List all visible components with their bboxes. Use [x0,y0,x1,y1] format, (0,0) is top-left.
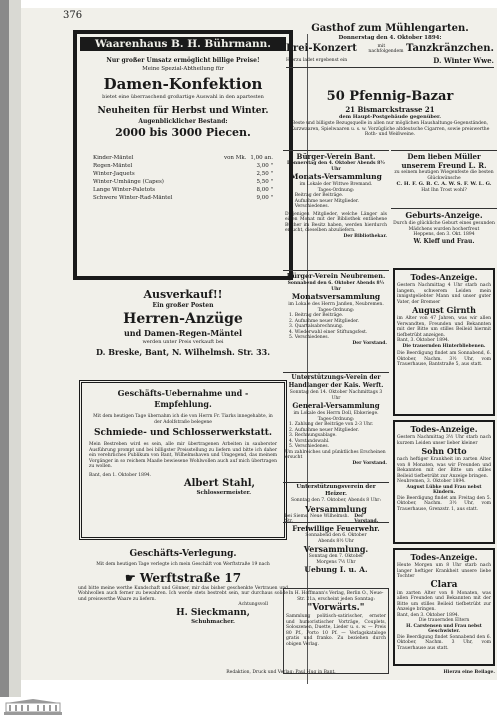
ad-verlegung [73,546,293,672]
scan-edge [0,0,9,697]
price-item: Regen-Mäntel [93,162,133,169]
agenda-item: 4. Wiederwahl einer Stiftungsfest. [289,329,368,335]
ad-todes3-funeral: Die Beerdigung findet Sonnabend den 6. Oktober, Nachm. 3 Uhr, vom Trauerhause aus statt. [397,634,491,651]
price-value: 1,00 an. [250,154,273,161]
ad-todes1-funeral: Die Beerdigung findet am Sonnabend, 6. Oktober, Nachm. 3½ Uhr, vom Trauerhause, Bantstraße 5, aus statt. [397,351,491,367]
ad-vorwaerts [283,588,389,674]
ad-unter-title: Unterstützungs-Verein der Handlanger der Kais. Werft. [288,374,384,389]
ad-ausverkauf-line2: und Damen-Regen-Mäntel [123,328,243,338]
ad-buehrmann-price-list [93,154,273,202]
ad-todes2-text2: nach heftiger Krankheit im zarten Alter von 8 Monaten, was wir Freunden und Bekannten mit der Bitte um stilles Beileid tiefbetrübt zur Anzeige bringen. [397,457,491,479]
ad-geburt-text: Durch die glückliche Geburt eines gesunden Mädchens wurden hocherfreut [393,221,495,232]
ad-feuer-ubung: Uebung I. u. A. [304,565,368,574]
ad-heizer-title: Unterstützungsverein der Heizer. [296,484,376,497]
ad-todes-1 [393,268,495,416]
agenda-item: 5. Verschiedenes. [289,335,330,340]
ad-buehrmann-pieces: 2000 bis 3000 Piecen. [115,125,251,139]
ad-feuer-time2: Morgens 7½ Uhr [316,559,356,565]
ad-buerger-items [285,193,387,210]
ad-todes-2 [393,420,495,544]
ad-buerger-bant [283,150,389,268]
ad-geburt-title: Geburts-Anzeige. [405,210,483,220]
ad-uebernahme-title: Geschäfts-Uebernahme und -Empfehlung. [117,388,249,409]
ad-todes3-text2: im zarten Alter von 8 Monaten, was allen Freunden und Bekannten mit der Bitte um stilles Beileid tiefbetrübt zur Anzeige bringen. [397,590,491,612]
library-building-logo [4,699,62,715]
ad-buerger-date: Donnerstag den 4. Oktober Abends 8½ Uhr [287,161,385,172]
ad-feuer-head: Versammlung. [303,544,369,554]
ad-muehlengarten-footer-row [286,56,494,65]
ad-geburt [391,208,497,264]
ad-todes1-sign: Die trauernden Hinterbliebenen. [402,343,486,349]
agenda-item: 3. Quartalsabrechnung. [289,324,344,329]
ad-neubremen-sign: Der Vorstand. [352,340,387,346]
ad-glueckwunsch [391,150,497,206]
ad-todes3-title: Todes-Anzeige. [410,552,478,562]
ad-uebernahme-text1: Mit dem heutigen Tage übernahm ich die von Herrn Fr. Tiarks innegehabte, in der Adolfstraße belegene [93,414,273,425]
ad-buerger-to: Tages-Ordnung: [317,187,355,193]
ad-geburt-place: Heppens, den 3. Okt. 1894 [413,232,475,237]
ad-verlegung-address-text: Werftstraße 17 [139,570,242,585]
ad-verlegung-text2: und bitte meine werthe Kundschaft und Gönner, mir das bisher geschenkte Vertrauen und Wohlwollen auch ferner zu bewahren. Ich werde stets bestrebt sein, nur durchaus solide und preiswerthe Waare zu liefern. [78,585,288,602]
ad-ausverkauf-line3: werden unter Preis verkauft bei [142,339,224,345]
agenda-item: 3. Verschiedenes. [289,204,330,209]
ad-vorwaerts-title: "Vorwärts." [307,603,365,613]
beilage-note: Hierzu eine Beilage. [443,670,495,675]
price-item: Winter-Umhänge (Capes) [93,178,164,185]
ad-muehlengarten-date: Donnerstag den 4. Oktober 1894: [338,35,442,41]
price-row [93,162,273,170]
price-item: Schwere Winter-Rad-Mäntel [93,194,173,201]
price-item: Winter-Jaquets [93,170,135,177]
ad-uebernahme-signature: Albert Stahl, [183,478,255,489]
ad-todes2-sign: August Lübke und Frau nebst Kindern. [406,484,482,495]
agenda-item: 5. Verschiedenes. [289,444,330,449]
ad-buehrmann-headline2: Neuheiten für Herbst und Winter. [97,105,269,116]
price-prefix: von Mk. [224,154,247,161]
ad-buerger-head: Monats-Versammlung [290,172,382,181]
ad-ausverkauf-line4: D. Breske, Bant, N. Wilhelmsh. Str. 33. [95,347,271,357]
ad-todes1-name: August Girnth [412,305,476,315]
price-item: Kinder-Mäntel [93,154,134,161]
ad-muehlengarten-konzert-mid: mit nachfolgendem [368,43,404,54]
ad-feuerwehr [283,522,389,586]
agenda-item: 1. Beitrag der Beiträge. [289,313,344,318]
ad-neubremen-to: Tages-Ordnung: [317,307,355,313]
ad-uebernahme-role: Schlossermeister. [196,490,251,496]
price-prefix [164,178,257,186]
ad-feuer-title: Freiwillige Feuerwehr. [292,524,380,533]
agenda-item: 3. Rechnungsablage. [289,433,337,438]
price-value: 2,50 " [256,170,273,177]
page-number: 376 [63,10,83,21]
ad-glueckwunsch-line: unserem Freund L. R. [401,161,487,170]
ad-feuer-date2: Sonntag den 7. Oktober [308,554,364,559]
ad-heizer [283,482,389,524]
footer-imprint: Redaktion, Druck und Verlag: Paul Hug in Bant. [226,670,336,675]
ad-todes1-text2: im Alter von 47 Jahren, was wir allen Verwandten, Freunden und Bekannten mit der Bitte um stilles Beileid hiermit tiefbetrübt anzeigen. [397,316,491,338]
ad-buerger-title: Bürger-Verein Bant. [296,152,376,161]
ad-buehrmann-headline: Damen-Konfektion [103,75,263,93]
ad-geburt-names: W. Kleff und Frau. [413,237,475,245]
ad-bazar-sub: dem Haupt-Postgebäude gegenüber. [339,114,441,120]
ad-uebernahme-date: Bant, den 1. Oktober 1894. [89,472,152,478]
price-item: Lange Winter-Paletots [93,186,156,193]
ad-neubremen-title: Bürger-Verein Neubremen. [286,272,386,280]
ad-todes1-place: Bant, 3. Oktober 1894. [397,338,450,343]
agenda-item: 1. Zahlung der Beiträge von 2-3 Uhr. [289,422,374,427]
ad-buerger-note: Diejenigen Mitglieder, welche Länger als einen Monat mit der Bibliothek entliehene Bücher im Besitz haben, werden hierdurch ersucht, dieselben abzuliefern. [285,211,387,233]
ad-neubremen-head: Monatsversammlung [291,292,381,301]
ad-muehlengarten-header: Gasthof zum Mühlengarten. [311,23,469,34]
price-row [93,178,273,186]
ad-heizer-loc: bei Siems, Neue Wilhelmsh. Str. [285,513,349,524]
ad-unter-loc: im Lokale des Herrn Doll, Ebkeriege. [293,411,379,416]
price-value: 8,00 " [256,186,273,193]
ad-uebernahme [79,380,287,540]
ad-bazar-title: 50 Pfennig-Bazar [326,89,454,104]
ad-verlegung-extra: Achtungsvoll [238,602,268,607]
ad-todes3-text: Heute Morgen um 8 Uhr starb nach langer heftiger Krankheit unsere liebe Tochter [397,563,491,579]
ad-todes1-text: Gestern Nachmittag 4 Uhr starb nach langem, schwerem Leiden mein innigstgeliebter Mann und unser guter Vater, der Bremser [397,283,491,305]
scan-edge-inner [9,0,21,697]
ad-ausverkauf [73,284,293,374]
divider [286,67,494,68]
ad-todes2-text: Gestern Nachmittag 3½ Uhr starb nach kurzem Leiden unser lieber kleiner [397,435,491,446]
price-row [93,186,273,194]
ad-unter-head: General-Versammlung [292,401,380,410]
ad-feuer-date: Sonnabend den 6. Oktober [305,533,367,538]
ad-muehlengarten-host: D. Winter Wwe. [433,56,494,65]
ad-muehlengarten-kranz: Tanzkränzchen. [405,43,494,54]
ad-verlegung-address [78,570,288,586]
price-row [93,154,273,162]
ad-verlegung-role: Schuhmacher. [191,618,235,625]
ad-unter-note: Um zahlreiches und pünktliches Erscheinen ersucht [285,449,386,460]
ad-heizer-head: Versammlung [305,503,367,514]
ad-todes3-sign2: H. Carstensen und Frau nebst Geschwister. [406,623,482,634]
ad-heizer-date: Sonntag den 7. Oktober, Abends 8 Uhr: [291,498,381,503]
ad-verlegung-name: H. Sieckmann, [176,607,250,618]
ad-neubremen-loc: im Lokale des Herrn Janßen, Neubremen. [288,302,384,307]
ad-todes-3 [393,548,495,666]
price-value: 5,50 " [256,178,273,185]
ad-todes2-title: Todes-Anzeige. [410,424,478,434]
ad-unter-date: Sonntag den 14. Oktober Nachmittags 3 Uhr [289,390,383,401]
ad-vorwaerts-text: Sammlung politisch-satirischer, ernster und humoristischer Vorträge, Couplets, Soloszenen, Duette, Lieder u. s. w. — Preis 80 Pf., Porto 10 Pf. — Verlagskataloge gratis und franko. Zu beziehen durch obigen Verlag. [286,614,386,647]
ad-unter-sign: Der Vorstand. [352,460,387,466]
price-prefix [172,194,256,202]
price-value: 9,00 " [256,194,273,201]
ad-buehrmann-title: Waarenhaus B. H. Bührmann. [80,37,286,51]
ad-bazar-addr: 21 Bismarckstrasse 21 [345,105,435,114]
ad-glueckwunsch-title: Dem lieben Müller [407,152,481,161]
ad-muehlengarten-konzert-row [286,42,494,56]
ad-buehrmann-line1: Nur großer Umsatz ermöglicht billige Preise! [106,57,260,64]
ad-ausverkauf-line1: Ein großer Posten [152,302,214,309]
ad-neubremen-items [285,313,387,341]
ad-unter-to: Tages-Ordnung: [317,416,355,422]
ad-bazar-text: Beste und billigste Bezugsquelle in allen nur möglichen Haushaltungs-Gegenständen, Kurzwaaren, Spielwaaren u. s. w. Vorzügliche altdeutsche Cigarren, sowie preiswerthe Roth- und Weißweine. [290,121,490,137]
ad-todes2-name: Sohn Otto [421,446,467,456]
ad-muehlengarten-konzert: Frei-Konzert [286,43,357,54]
ad-todes2-funeral: Die Beerdigung findet am Freitag den 5. Oktober, Nachm. 3½ Uhr, vom Trauerhause, Grenzstr. 1, aus statt. [397,495,491,512]
newspaper-page [21,8,497,680]
ad-todes3-sign1: Die trauernden Eltern [418,618,470,623]
ad-feuer-time: Abends 8½ Uhr [318,538,354,544]
ad-neubremen-date: Sonnabend den 6. Oktober Abends 8½ Uhr [287,281,385,292]
agenda-item: 4. Vorstandswahl. [289,438,330,444]
agenda-item: 2. Aufnahme neuer Mitglieder. [289,198,359,204]
ad-glueckwunsch-initials: C. H. F. G. B. C. A. W. S. F. W. L. G. [396,181,492,187]
ad-neubremen [283,270,389,370]
ad-todes2-place: Neubremen, 3. Oktober 1894. [397,479,466,484]
ad-buehrmann-line2: Meine Spezial-Abtheilung für [142,66,224,72]
ad-glueckwunsch-q: Hat Ihn Trost wohl? [421,188,467,193]
ad-bazar [283,88,497,148]
ad-verlegung-text1: Mit dem heutigen Tage verlegte ich mein Geschäft von Werftstraße 19 nach [96,562,270,567]
ad-buehrmann-stock: Augenblicklicher Bestand: [138,117,228,125]
agenda-item: 2. Aufnahme neuer Mitglieder. [289,318,359,324]
agenda-item: 2. Aufnahme neuer Mitglieder. [289,427,359,433]
ad-todes1-title: Todes-Anzeige. [410,272,478,282]
price-row [93,170,273,178]
ad-glueckwunsch-text: zu seinem heutigen Wiegenfeste die besten Glückwünsche [394,170,494,181]
viewer-footer [0,697,504,717]
ad-buehrmann-line3: bietet eine überraschend großartige Auswahl in den apartesten [102,94,264,100]
ad-buerger-sign: Der Bibliothekar. [343,233,387,239]
price-prefix [135,170,257,178]
ad-uebernahme-text2: Mein Bestreben wird es sein, alle mir übertragenen Arbeiten in sauberster Ausführung prompt und bei billigster Preisstellung zu liefern und bitte ich daher ein verehrliches Publikum von Bant, Wilhelmshaven und Umgegend, das meinem Vorgänger in so reichem Maaße bewiesene Wohlwollen auch auf mich übertragen zu wollen. [89,442,277,469]
ad-unterstuetzung [283,372,389,480]
ad-uebernahme-headline: Schmiede- und Schlosserwerkstatt. [93,428,273,438]
ad-todes3-name: Clara [430,579,458,590]
price-value: 3,00 " [256,162,273,169]
ad-ausverkauf-headline: Herren-Anzüge [123,311,243,327]
ad-verlegung-title: Geschäfts-Verlegung. [129,549,237,559]
ad-todes3-place: Bant, den 3. Oktober 1894. [397,612,460,618]
ad-buerger-loc: im Lokale der Wittwe Bremand. [299,182,373,187]
price-prefix [132,162,256,170]
ad-buehrmann [73,30,293,280]
ad-unter-items [285,422,387,450]
pointing-hand-icon: ☛ [124,570,140,585]
ad-vorwaerts-pub: In H. Hoffmann's Verlag, Berlin O., Neue-Str. 21a, erscheint jeden Sonntag: [288,591,384,602]
ad-muehlengarten [283,22,497,88]
price-prefix [155,186,256,194]
agenda-item: 1. Beitrag der Beiträge. [289,193,344,198]
ad-ausverkauf-title: Ausverkauf!! [143,288,223,301]
ad-muehlengarten-invite: Hierzu ladet ergebenst ein [286,57,348,63]
price-row [93,194,273,202]
ad-heizer-sign: Der Vorstand. [354,513,379,524]
